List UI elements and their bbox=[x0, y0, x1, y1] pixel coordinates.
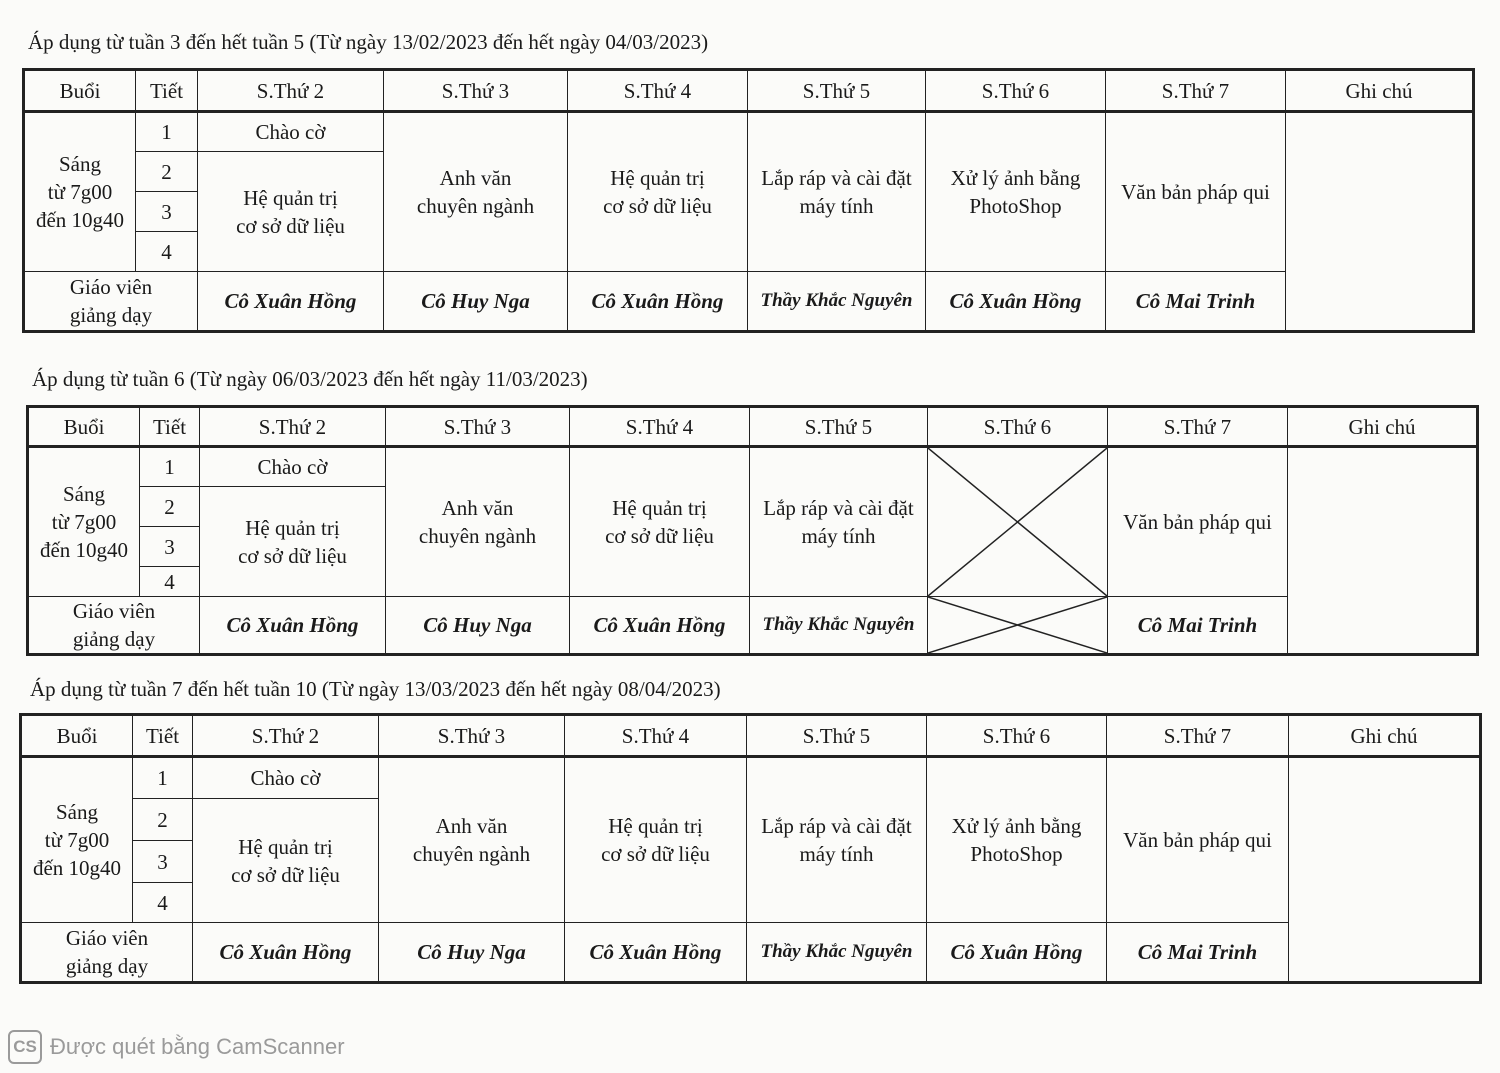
session-line-3: đến 10g40 bbox=[35, 208, 125, 232]
teacher-label-line: Giáo viên bbox=[72, 599, 156, 623]
table-2-title: Áp dụng từ tuần 6 (Từ ngày 06/03/2023 đến hết ngày 11/03/2023) bbox=[32, 367, 588, 391]
subject-line: Anh văn bbox=[435, 814, 508, 838]
teacher-thu-3: Cô Huy Nga bbox=[379, 923, 565, 983]
teacher-label-line: giảng dạy bbox=[72, 627, 156, 651]
teacher-thu-5: Thầy Khắc Nguyên bbox=[750, 597, 928, 655]
empty-cross-cell bbox=[928, 447, 1108, 597]
session-line-2: từ 7g00 bbox=[44, 828, 110, 852]
header-thu-6: S.Thứ 6 bbox=[927, 715, 1107, 757]
subject-thu-4 bbox=[568, 112, 748, 272]
subject-thu-2 bbox=[200, 487, 386, 597]
teacher-thu-7: Cô Mai Trinh bbox=[1107, 923, 1289, 983]
teacher-thu-3: Cô Huy Nga bbox=[386, 597, 570, 655]
period-cell: 2 bbox=[136, 152, 198, 192]
header-thu-7: S.Thứ 7 bbox=[1106, 70, 1286, 112]
header-thu-2: S.Thứ 2 bbox=[200, 407, 386, 447]
header-buoi: Buổi bbox=[28, 407, 140, 447]
session-line-3: đến 10g40 bbox=[39, 538, 129, 562]
header-thu-5: S.Thứ 5 bbox=[747, 715, 927, 757]
period-cell: 3 bbox=[136, 192, 198, 232]
schedule-table-1 bbox=[22, 68, 1475, 333]
schedule-table-3 bbox=[19, 713, 1482, 984]
header-tiet: Tiết bbox=[133, 715, 193, 757]
camscanner-text: Được quét bằng CamScanner bbox=[50, 1034, 345, 1059]
teacher-thu-2: Cô Xuân Hồng bbox=[193, 923, 379, 983]
header-thu-6: S.Thứ 6 bbox=[928, 407, 1108, 447]
subject-line: Hệ quản trị bbox=[238, 834, 333, 859]
teacher-thu-6: Cô Xuân Hồng bbox=[926, 272, 1106, 332]
schedule-table-2 bbox=[26, 405, 1479, 656]
teacher-thu-4: Cô Xuân Hồng bbox=[570, 597, 750, 655]
period-cell: 3 bbox=[133, 841, 193, 883]
teacher-label bbox=[28, 597, 200, 655]
subject-thu-7: Văn bản pháp qui bbox=[1107, 757, 1289, 923]
teacher-thu-5: Thầy Khắc Nguyên bbox=[748, 272, 926, 332]
session-line-1: Sáng bbox=[56, 800, 98, 824]
header-thu-4: S.Thứ 4 bbox=[565, 715, 747, 757]
cross-out-icon bbox=[928, 597, 1107, 653]
subject-thu-5 bbox=[750, 447, 928, 597]
teacher-label-line: Giáo viên bbox=[65, 926, 149, 950]
subject-line: cơ sở dữ liệu bbox=[603, 194, 712, 218]
period-cell: 1 bbox=[136, 112, 198, 152]
session-line-1: Sáng bbox=[59, 152, 101, 176]
subject-line: Hệ quản trị bbox=[608, 814, 703, 838]
header-ghi-chu: Ghi chú bbox=[1288, 407, 1478, 447]
subject-thu-2 bbox=[198, 152, 384, 272]
period-cell: 2 bbox=[140, 487, 200, 527]
subject-thu-7: Văn bản pháp qui bbox=[1108, 447, 1288, 597]
camscanner-watermark bbox=[8, 1030, 345, 1064]
subject-line: Lắp ráp và cài đặt bbox=[763, 496, 914, 520]
subject-line: cơ sở dữ liệu bbox=[238, 543, 347, 568]
teacher-label bbox=[24, 272, 198, 332]
subject-thu-4 bbox=[565, 757, 747, 923]
header-tiet: Tiết bbox=[136, 70, 198, 112]
subject-line: máy tính bbox=[799, 194, 874, 218]
header-thu-3: S.Thứ 3 bbox=[379, 715, 565, 757]
teacher-thu-2: Cô Xuân Hồng bbox=[198, 272, 384, 332]
header-tiet: Tiết bbox=[140, 407, 200, 447]
subject-line: chuyên ngành bbox=[412, 842, 531, 866]
subject-line: máy tính bbox=[801, 524, 876, 548]
subject-line: PhotoShop bbox=[970, 842, 1063, 866]
subject-thu-4 bbox=[570, 447, 750, 597]
subject-line: Lắp ráp và cài đặt bbox=[761, 814, 912, 838]
session-cell bbox=[28, 447, 140, 597]
period-cell: 3 bbox=[140, 527, 200, 567]
header-thu-3: S.Thứ 3 bbox=[384, 70, 568, 112]
header-thu-4: S.Thứ 4 bbox=[570, 407, 750, 447]
header-thu-6: S.Thứ 6 bbox=[926, 70, 1106, 112]
teacher-thu-7: Cô Mai Trinh bbox=[1106, 272, 1286, 332]
subject-line: Xử lý ảnh bằng bbox=[951, 814, 1082, 838]
table-1-title: Áp dụng từ tuần 3 đến hết tuần 5 (Từ ngày 13/02/2023 đến hết ngày 04/03/2023) bbox=[28, 30, 709, 54]
teacher-thu-4: Cô Xuân Hồng bbox=[568, 272, 748, 332]
session-line-1: Sáng bbox=[63, 482, 105, 506]
session-cell bbox=[24, 112, 136, 272]
subject-chao-co: Chào cờ bbox=[198, 112, 384, 152]
subject-thu-5 bbox=[747, 757, 927, 923]
header-thu-5: S.Thứ 5 bbox=[748, 70, 926, 112]
header-buoi: Buổi bbox=[21, 715, 133, 757]
subject-chao-co: Chào cờ bbox=[200, 447, 386, 487]
period-cell: 4 bbox=[140, 567, 200, 597]
subject-line: Hệ quản trị bbox=[610, 166, 705, 190]
table-3-title: Áp dụng từ tuần 7 đến hết tuần 10 (Từ ngày 13/03/2023 đến hết ngày 08/04/2023) bbox=[30, 677, 721, 701]
subject-line: Lắp ráp và cài đặt bbox=[761, 166, 912, 190]
teacher-thu-2: Cô Xuân Hồng bbox=[200, 597, 386, 655]
teacher-thu-3: Cô Huy Nga bbox=[384, 272, 568, 332]
subject-thu-3 bbox=[379, 757, 565, 923]
teacher-label-line: giảng dạy bbox=[69, 303, 153, 327]
subject-thu-5 bbox=[748, 112, 926, 272]
subject-thu-7: Văn bản pháp qui bbox=[1106, 112, 1286, 272]
subject-line: máy tính bbox=[799, 842, 874, 866]
subject-line: cơ sở dữ liệu bbox=[601, 842, 710, 866]
subject-line: Hệ quản trị bbox=[245, 515, 340, 540]
subject-line: cơ sở dữ liệu bbox=[236, 213, 345, 238]
period-cell: 2 bbox=[133, 799, 193, 841]
subject-thu-6 bbox=[926, 112, 1106, 272]
header-ghi-chu: Ghi chú bbox=[1286, 70, 1474, 112]
teacher-label bbox=[21, 923, 193, 983]
subject-thu-2 bbox=[193, 799, 379, 923]
subject-line: Hệ quản trị bbox=[243, 185, 338, 210]
subject-thu-3 bbox=[386, 447, 570, 597]
header-thu-2: S.Thứ 2 bbox=[193, 715, 379, 757]
teacher-thu-6: Cô Xuân Hồng bbox=[927, 923, 1107, 983]
note-cell bbox=[1288, 447, 1478, 655]
teacher-thu-4: Cô Xuân Hồng bbox=[565, 923, 747, 983]
teacher-label-line: Giáo viên bbox=[69, 275, 153, 299]
header-thu-3: S.Thứ 3 bbox=[386, 407, 570, 447]
subject-line: chuyên ngành bbox=[418, 524, 537, 548]
header-thu-2: S.Thứ 2 bbox=[198, 70, 384, 112]
subject-line: cơ sở dữ liệu bbox=[231, 862, 340, 887]
session-cell bbox=[21, 757, 133, 923]
header-thu-4: S.Thứ 4 bbox=[568, 70, 748, 112]
cross-out-icon bbox=[928, 448, 1107, 596]
session-line-3: đến 10g40 bbox=[32, 856, 122, 880]
teacher-thu-7: Cô Mai Trinh bbox=[1108, 597, 1288, 655]
session-line-2: từ 7g00 bbox=[47, 180, 113, 204]
subject-line: chuyên ngành bbox=[416, 194, 535, 218]
camscanner-logo-icon: CS bbox=[8, 1030, 42, 1064]
subject-line: Anh văn bbox=[439, 166, 512, 190]
period-cell: 1 bbox=[140, 447, 200, 487]
header-thu-7: S.Thứ 7 bbox=[1108, 407, 1288, 447]
subject-line: cơ sở dữ liệu bbox=[605, 524, 714, 548]
period-cell: 1 bbox=[133, 757, 193, 799]
header-ghi-chu: Ghi chú bbox=[1289, 715, 1481, 757]
subject-line: PhotoShop bbox=[969, 194, 1062, 218]
period-cell: 4 bbox=[136, 232, 198, 272]
teacher-thu-5: Thầy Khắc Nguyên bbox=[747, 923, 927, 983]
note-cell bbox=[1286, 112, 1474, 332]
empty-cross-cell bbox=[928, 597, 1108, 655]
subject-line: Xử lý ảnh bằng bbox=[950, 166, 1081, 190]
header-thu-5: S.Thứ 5 bbox=[750, 407, 928, 447]
period-cell: 4 bbox=[133, 883, 193, 923]
subject-thu-3 bbox=[384, 112, 568, 272]
header-buoi: Buổi bbox=[24, 70, 136, 112]
note-cell bbox=[1289, 757, 1481, 983]
header-thu-7: S.Thứ 7 bbox=[1107, 715, 1289, 757]
subject-chao-co: Chào cờ bbox=[193, 757, 379, 799]
teacher-label-line: giảng dạy bbox=[65, 954, 149, 978]
subject-line: Hệ quản trị bbox=[612, 496, 707, 520]
subject-thu-6 bbox=[927, 757, 1107, 923]
session-line-2: từ 7g00 bbox=[51, 510, 117, 534]
subject-line: Anh văn bbox=[441, 496, 514, 520]
